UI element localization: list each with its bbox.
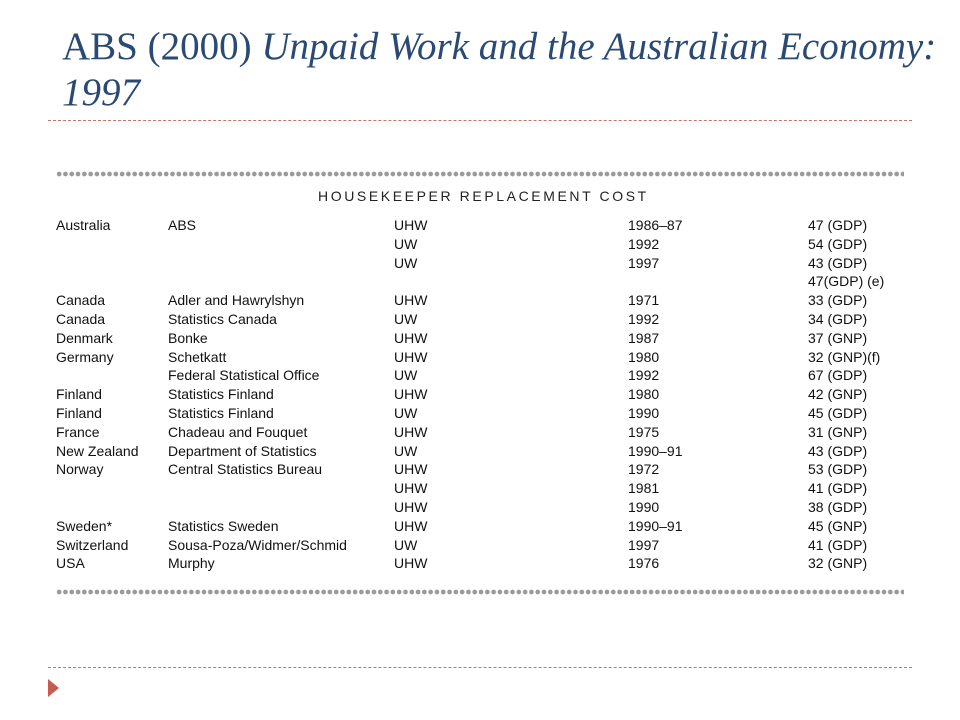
cell-country: New Zealand [56, 442, 139, 459]
table-row [56, 442, 918, 461]
table-row [56, 423, 918, 442]
cell-country: Canada [56, 310, 106, 327]
triangle-right-icon[interactable] [48, 679, 59, 697]
cell-type: UHW [394, 517, 428, 534]
cell-value: 43 (GDP) [808, 254, 868, 271]
cell-type: UHW [394, 555, 428, 572]
cell-type: UHW [394, 348, 428, 365]
table-row [56, 348, 918, 367]
table-heading: HOUSEKEEPER REPLACEMENT COST [318, 188, 649, 204]
cell-type [394, 272, 628, 291]
cell-country [56, 272, 168, 291]
cell-value: 31 (GNP) [808, 423, 868, 440]
cell-type: UHW [394, 480, 428, 497]
table-row [56, 404, 918, 423]
cell-country: Germany [56, 348, 114, 365]
cell-year: 1990–91 [628, 442, 683, 459]
cell-type: UHW [394, 217, 428, 233]
cell-source: Central Statistics Bureau [168, 461, 323, 478]
cell-year: 1990 [628, 404, 660, 421]
cell-value: 47 (GDP) [808, 217, 868, 233]
cell-type: UW [394, 536, 418, 553]
cell-source: Statistics Finland [168, 386, 274, 403]
cell-type: UHW [394, 292, 428, 309]
slide-title-italic: Unpaid Work and the Australian Economy: 1997 [62, 25, 937, 114]
slide-title [62, 24, 942, 116]
cell-country: Norway [56, 461, 104, 478]
cell-country [56, 254, 168, 273]
cell-country: USA [56, 555, 85, 572]
cell-value: 45 (GDP) [808, 404, 868, 421]
table-row [56, 517, 918, 536]
cell-value: 54 (GDP) [808, 235, 868, 252]
cell-country [56, 479, 168, 498]
cell-year: 1990 [628, 498, 660, 515]
cell-type: UW [394, 310, 418, 327]
cell-value: 43 (GDP) [808, 442, 868, 459]
table-row [56, 366, 918, 385]
cell-year: 1976 [628, 555, 660, 572]
cell-value: 33 (GDP) [808, 292, 868, 309]
cell-type: UHW [394, 386, 428, 403]
cell-type: UW [394, 442, 418, 459]
cell-type: UW [394, 404, 418, 421]
cell-value: 34 (GDP) [808, 310, 868, 327]
cell-value: 42 (GNP) [808, 386, 868, 403]
table-row [56, 329, 918, 348]
table-row [56, 235, 918, 254]
cell-source [168, 272, 394, 291]
cell-value: 53 (GDP) [808, 461, 868, 478]
cell-type: UHW [394, 498, 428, 515]
cell-year: 1972 [628, 461, 660, 478]
table-bottom-dotted-rule [56, 589, 904, 595]
cell-country: Australia [56, 217, 111, 233]
cell-source: Statistics Finland [168, 404, 274, 421]
cell-year: 1971 [628, 292, 660, 309]
cell-country [56, 235, 168, 254]
cell-year: 1987 [628, 329, 660, 346]
cell-country [56, 366, 168, 385]
cell-country: Switzerland [56, 536, 129, 553]
cell-country: Finland [56, 404, 102, 421]
table-row [56, 554, 918, 573]
table-row [56, 536, 918, 555]
cell-year: 1997 [628, 254, 660, 271]
cell-source [168, 254, 394, 273]
table-body [56, 216, 918, 573]
cell-country: Denmark [56, 329, 113, 346]
cell-value: 37 (GNP) [808, 329, 868, 346]
cell-country: Finland [56, 386, 102, 403]
table-row [56, 216, 918, 235]
cell-value: 47(GDP) (e) [808, 273, 885, 290]
cell-type: UHW [394, 461, 428, 478]
title-divider [48, 120, 912, 121]
cell-value: 38 (GDP) [808, 498, 868, 515]
cell-source: ABS [168, 217, 197, 233]
cell-year: 1975 [628, 423, 660, 440]
cell-country: Sweden* [56, 517, 113, 534]
cell-value: 41 (GDP) [808, 536, 868, 553]
cell-year: 1992 [628, 310, 660, 327]
cell-value: 45 (GNP) [808, 517, 868, 534]
cell-year: 1990–91 [628, 517, 683, 534]
cell-source: Murphy [168, 555, 215, 572]
cell-source: Chadeau and Fouquet [168, 423, 308, 440]
cell-source: Federal Statistical Office [168, 367, 320, 384]
table-row [56, 310, 918, 329]
cell-value: 67 (GDP) [808, 367, 868, 384]
cell-source: Statistics Canada [168, 310, 277, 327]
cell-source: Bonke [168, 329, 208, 346]
cell-year: 1992 [628, 235, 660, 252]
cell-year: 1980 [628, 386, 660, 403]
cell-type: UHW [394, 329, 428, 346]
cell-source [168, 235, 394, 254]
cell-year: 1992 [628, 367, 660, 384]
cell-country: Canada [56, 292, 106, 309]
cell-year: 1986–87 [628, 217, 683, 233]
cell-source: Department of Statistics [168, 442, 317, 459]
cell-type: UW [394, 254, 418, 271]
table-row [56, 498, 918, 517]
table-row [56, 272, 918, 291]
table-row [56, 460, 918, 479]
cell-source: Sousa-Poza/Widmer/Schmid [168, 536, 347, 553]
cell-value: 32 (GNP)(f) [808, 348, 881, 365]
footer-divider [48, 667, 912, 668]
cell-year: 1997 [628, 536, 660, 553]
cell-source: Schetkatt [168, 348, 227, 365]
cell-source: Adler and Hawrylshyn [168, 292, 305, 309]
table-row [56, 254, 918, 273]
table-top-dotted-rule [56, 171, 904, 177]
cell-type: UW [394, 367, 418, 384]
housekeeper-cost-table [56, 216, 918, 573]
cell-source [168, 498, 394, 517]
cell-year: 1980 [628, 348, 660, 365]
cell-type: UHW [394, 423, 428, 440]
cell-value: 41 (GDP) [808, 480, 868, 497]
cell-year [628, 272, 808, 291]
cell-country [56, 498, 168, 517]
cell-country: France [56, 423, 100, 440]
cell-source: Statistics Sweden [168, 517, 279, 534]
cell-type: UW [394, 235, 418, 252]
cell-year: 1981 [628, 480, 660, 497]
cell-value: 32 (GNP) [808, 555, 868, 572]
table-row [56, 291, 918, 310]
slide-title-plain: ABS (2000) [62, 25, 262, 68]
cell-source [168, 479, 394, 498]
table-row [56, 385, 918, 404]
table-row [56, 479, 918, 498]
